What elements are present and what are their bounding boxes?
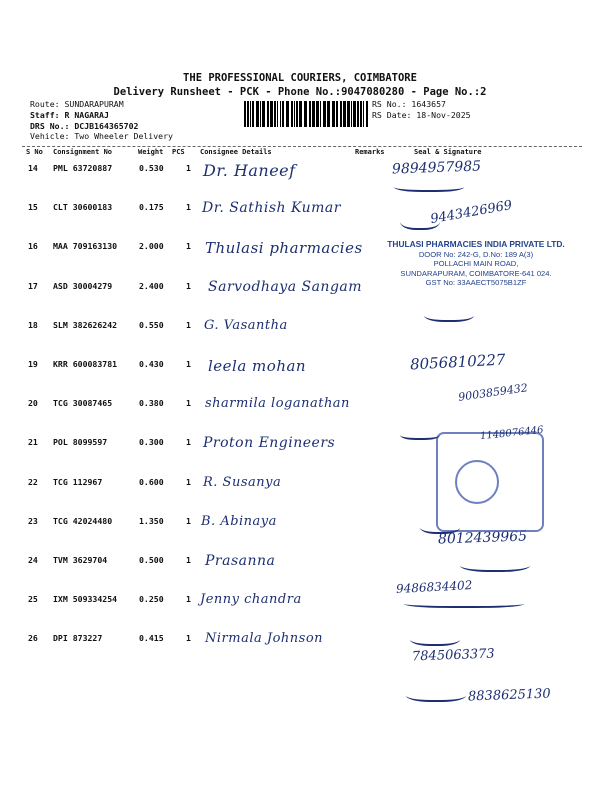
barcode-bar	[256, 101, 259, 127]
row-consignment-no: ASD 30004279	[53, 280, 113, 291]
barcode-bar	[343, 101, 346, 127]
row-weight: 0.600	[139, 476, 164, 487]
row-pcs: 1	[186, 241, 191, 252]
col-weight: Weight	[138, 148, 164, 156]
barcode-bar	[250, 101, 251, 127]
col-consignee: Consignee Details	[200, 148, 272, 156]
signature-phone-20: 1148076446	[479, 424, 545, 443]
company-stamp	[378, 240, 574, 302]
row-consignee: Jenny chandra	[200, 592, 302, 608]
barcode-bar	[299, 101, 302, 127]
row-consignment-no: TCG 30087465	[53, 398, 113, 409]
barcode-bar	[244, 101, 246, 127]
signature-scribble	[394, 180, 464, 192]
stamp-line2: POLLACHI MAIN ROAD,	[433, 259, 519, 268]
row-consignee: G. Vasantha	[204, 317, 288, 333]
drs-label: DRS No.: DCJB164365702	[30, 120, 139, 131]
barcode	[244, 101, 370, 127]
barcode-bar	[270, 101, 273, 127]
header-divider	[22, 146, 582, 147]
row-consignee: Dr. Haneef	[203, 161, 296, 180]
row-sno: 17	[28, 280, 38, 291]
rs-date: RS Date: 18-Nov-2025	[372, 109, 471, 120]
row-signature: 9486834402	[395, 578, 473, 596]
row-signature: 9894957985	[391, 158, 482, 178]
signature-scribble	[406, 686, 466, 702]
row-signature: 8012439965	[437, 528, 528, 548]
row-pcs: 1	[186, 280, 191, 291]
row-weight: 0.415	[139, 633, 164, 644]
col-seal-signature: Seal & Signature	[414, 148, 482, 156]
row-sno: 18	[28, 319, 38, 330]
barcode-bar	[357, 101, 359, 127]
barcode-bar	[280, 101, 281, 127]
row-weight: 0.300	[139, 437, 164, 448]
row-pcs: 1	[186, 633, 191, 644]
stamp-line1: DOOR No: 242-G, D.No: 189 A(3)	[418, 249, 534, 259]
row-consignment-no: CLT 30600183	[53, 202, 113, 213]
row-weight: 1.350	[139, 515, 164, 526]
barcode-bar	[336, 101, 338, 127]
row-pcs: 1	[186, 555, 191, 565]
runsheet-subtitle: Delivery Runsheet - PCK - Phone No.:9047080280 - Page No.:2	[113, 86, 487, 98]
row-pcs: 1	[186, 359, 191, 369]
row-pcs: 1	[186, 476, 191, 487]
row-consignment-no: TCG 112967	[53, 476, 103, 487]
barcode-bar	[323, 101, 326, 127]
row-sno: 26	[28, 633, 38, 644]
row-sno: 15	[28, 202, 38, 213]
row-consignment-no: IXM 509334254	[53, 594, 118, 605]
row-pcs: 1	[186, 319, 191, 330]
barcode-bar	[247, 101, 249, 127]
barcode-bar	[363, 101, 364, 127]
row-pcs: 1	[186, 163, 191, 173]
route-label: Route: SUNDARAPURAM	[30, 99, 124, 109]
col-consignment: Consignment No	[53, 148, 113, 156]
stamp-line4: GST No: 33AAECT5075B1ZF	[425, 278, 527, 287]
row-consignee: Thulasi pharmacies	[205, 239, 363, 258]
row-weight: 0.430	[139, 359, 164, 369]
company-title: THE PROFESSIONAL COURIERS, COIMBATORE	[183, 72, 417, 84]
row-sno: 23	[28, 515, 38, 526]
row-signature: 8056810227	[409, 350, 506, 374]
row-consignment-no: TCG 42024480	[53, 515, 113, 526]
barcode-bar	[366, 101, 368, 127]
barcode-bar	[294, 101, 295, 127]
stamp-line3: SUNDARAPURAM, COIMBATORE-641 024.	[400, 268, 552, 278]
signature-phone-19b: 9003859432	[457, 381, 529, 404]
row-signature: 9443426969	[429, 197, 514, 228]
row-sno: 14	[28, 163, 38, 173]
barcode-bar	[347, 101, 350, 127]
barcode-bar	[312, 101, 315, 127]
signature-scribble	[460, 556, 530, 572]
barcode-bar	[267, 101, 269, 127]
row-consignment-no: MAA 709163130	[53, 241, 118, 252]
signature-scribble	[404, 598, 524, 608]
row-consignee: sharmila loganathan	[205, 396, 350, 412]
row-sno: 19	[28, 359, 38, 369]
barcode-bar	[327, 101, 330, 127]
barcode-bar	[304, 101, 307, 127]
rs-number: RS No.: 1643657	[372, 99, 446, 109]
row-consignee: R. Susanya	[203, 474, 282, 490]
row-consignment-no: DPI 873227	[53, 633, 103, 644]
row-pcs: 1	[186, 202, 191, 213]
row-consignee: Nirmala Johnson	[205, 631, 324, 647]
signature-scribble	[420, 518, 460, 534]
row-consignee: leela mohan	[208, 357, 307, 375]
row-pcs: 1	[186, 437, 191, 448]
barcode-bar	[260, 101, 261, 127]
row-pcs: 1	[186, 398, 191, 409]
barcode-bar	[316, 101, 319, 127]
barcode-bar	[286, 101, 289, 127]
barcode-bar	[282, 101, 284, 127]
row-weight: 0.530	[139, 163, 164, 173]
barcode-bar	[320, 101, 321, 127]
signature-scribble	[400, 428, 440, 440]
col-remarks: Remarks	[355, 148, 385, 156]
row-pcs: 1	[186, 515, 191, 526]
signature-scribble	[410, 630, 460, 646]
barcode-bar	[351, 101, 352, 127]
barcode-bar	[296, 101, 298, 127]
barcode-bar	[309, 101, 311, 127]
seal-stamp-inner	[455, 460, 499, 504]
col-sno: S No	[26, 148, 43, 156]
row-weight: 2.400	[139, 280, 164, 291]
row-consignee: Proton Engineers	[203, 435, 336, 452]
row-sno: 22	[28, 476, 38, 487]
header-left	[30, 99, 173, 142]
row-sno: 24	[28, 555, 38, 565]
barcode-bar	[291, 101, 293, 127]
col-pcs: PCS	[172, 148, 185, 156]
barcode-bar	[262, 101, 265, 127]
row-pcs: 1	[186, 594, 191, 605]
header-right	[372, 99, 471, 121]
row-consignment-no: POL 8099597	[53, 437, 108, 448]
barcode-bar	[340, 101, 342, 127]
row-consignee: B. Abinaya	[201, 513, 277, 529]
barcode-bar	[274, 101, 276, 127]
row-consignee: Prasanna	[205, 553, 276, 569]
row-consignee: Sarvodhaya Sangam	[208, 278, 363, 295]
stamp-name: THULASI PHARMACIES INDIA PRIVATE LTD.	[387, 239, 565, 249]
row-sno: 20	[28, 398, 38, 409]
row-weight: 0.175	[139, 202, 164, 213]
barcode-bar	[252, 101, 254, 127]
barcode-bar	[353, 101, 356, 127]
row-weight: 0.500	[139, 555, 164, 565]
row-consignee: Dr. Sathish Kumar	[202, 200, 341, 217]
row-consignment-no: PML 63720887	[53, 163, 113, 173]
barcode-bar	[277, 101, 278, 127]
row-weight: 0.550	[139, 319, 164, 330]
row-sno: 25	[28, 594, 38, 605]
row-consignment-no: TVM 3629704	[53, 555, 108, 565]
row-weight: 0.250	[139, 594, 164, 605]
barcode-bar	[332, 101, 335, 127]
row-consignment-no: KRR 600083781	[53, 359, 118, 369]
row-signature: 8838625130	[467, 686, 551, 705]
row-sno: 21	[28, 437, 38, 448]
signature-scribble	[424, 306, 474, 322]
row-signature: 7845063373	[411, 646, 495, 665]
barcode-bar	[360, 101, 362, 127]
staff-label: Staff: R NAGARAJ	[30, 109, 109, 120]
row-sno: 16	[28, 241, 38, 252]
vehicle-label: Vehicle: Two Wheeler Delivery	[30, 131, 173, 142]
signature-scribble	[400, 210, 440, 230]
row-consignment-no: SLM 382626242	[53, 319, 118, 330]
row-weight: 2.000	[139, 241, 164, 252]
row-weight: 0.380	[139, 398, 164, 409]
